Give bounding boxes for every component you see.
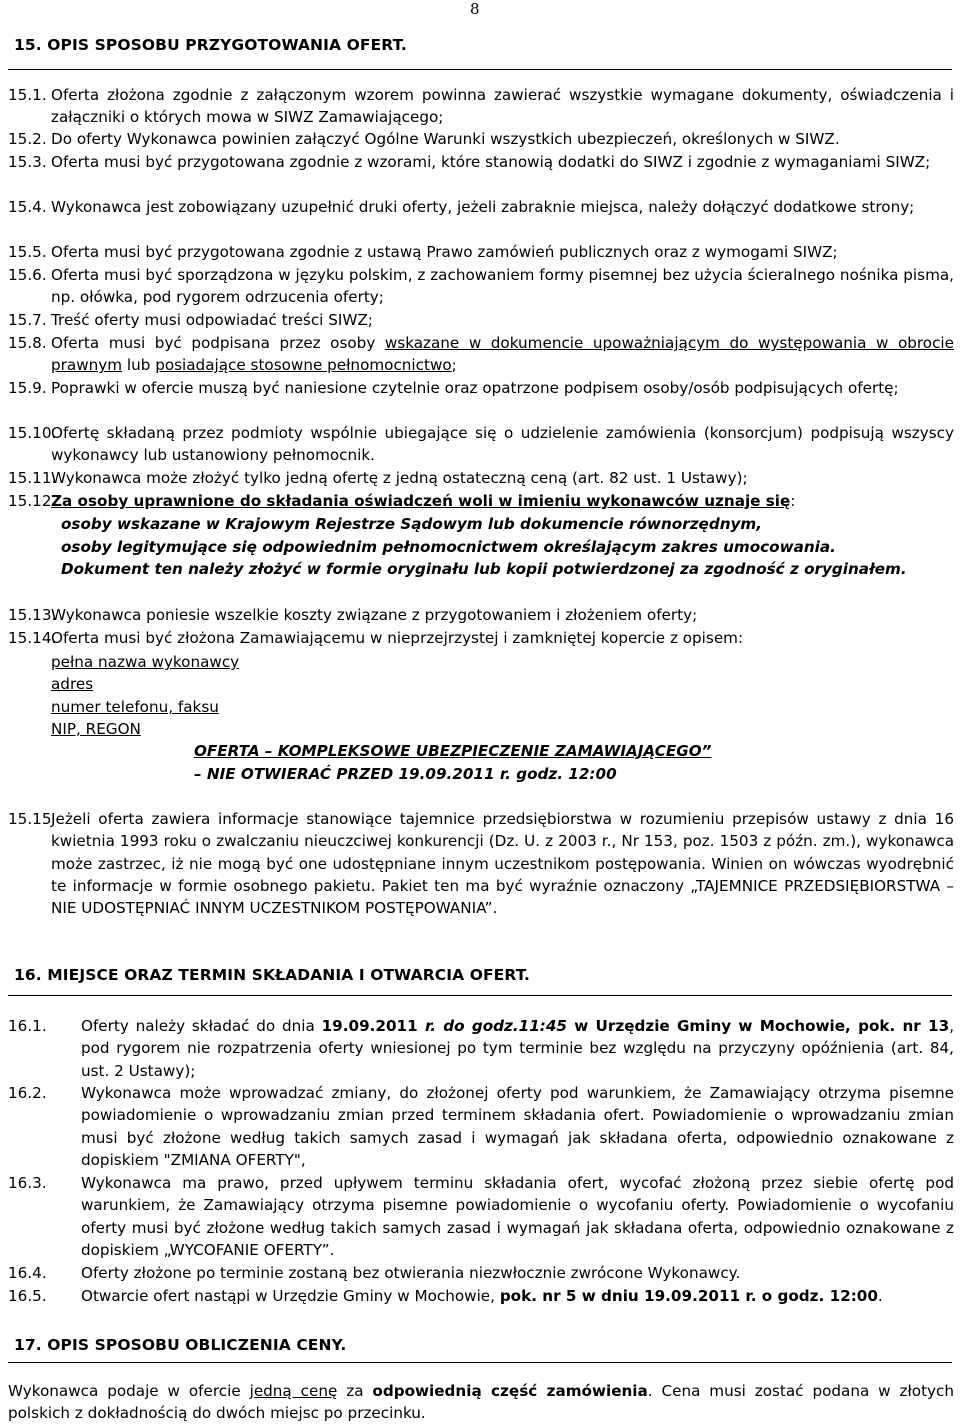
item-text: Oferta złożona zgodnie z załączonym wzorem powinna zawierać wszystkie wymagane dokumenty, oświadczenia i załączniki o których mowa w SIWZ Zamawiającego;: [51, 86, 954, 127]
envelope-field-phone: numer telefonu, faksu: [51, 698, 219, 716]
item-text: Oferty złożone po terminie zostaną bez otwierania niezwłocznie zwrócone Wykonawcy.: [81, 1264, 741, 1282]
item-15-7: [8, 309, 954, 331]
item-text: Wykonawca może złożyć tylko jedną ofertę z jedną ostateczną ceną (art. 82 ust. 1 Ustawy);: [51, 469, 748, 487]
item-15-3: [8, 151, 954, 173]
item-number: 16.2.: [8, 1084, 47, 1102]
item-text: Treść oferty musi odpowiadać treści SIWZ;: [51, 311, 373, 329]
item-text: Jeżeli oferta zawiera informacje stanowiące tajemnice przedsiębiorstwa w rozumieniu przepisów ustawy z dnia 16 kwietnia 1993 roku o zwalczaniu nieuczciwej konkurencji (Dz. U. z 2003 r., Nr 153, poz. 1503 z późn. zm.), wykonawca może zastrzec, iż nie mogą być one udostępniane innym uczestnikom postępowania. Winien on wówczas wyodrębnić te informacje w formie osobnego pakietu. Pakiet ten ma być wyraźnie oznaczony „TAJEMNICE PRZEDSIĘBIORSTWA – NIE UDOSTĘPNIAĆ INNYM UCZESTNIKOM POSTĘPOWANIA”.: [51, 810, 954, 918]
item-text: Oferta musi być sporządzona w języku polskim, z zachowaniem formy pisemnej bez użycia ścieralnego nośnika pisma, np. ołówka, pod rygorem odrzucenia oferty;: [51, 266, 954, 307]
item-number: 15.2.: [8, 130, 47, 148]
item-text: Do oferty Wykonawca powinien załączyć Ogólne Warunki wszystkich ubezpieczeń, określonych w SIWZ.: [51, 130, 840, 148]
item-number: 15.15: [8, 810, 52, 828]
item-number: 15.3.: [8, 153, 47, 171]
item-15-15: [8, 808, 954, 919]
envelope-field-address: adres: [51, 675, 94, 693]
section-15-rule: [8, 69, 952, 70]
item-text: Otwarcie ofert nastąpi w Urzędzie Gminy w Mochowie, pok. nr 5 w dniu 19.09.2011 r. o godz. 12:00.: [81, 1287, 883, 1305]
section-15-heading: 15. OPIS SPOSOBU PRZYGOTOWANIA OFERT.: [14, 36, 407, 54]
authorized-line-3: Dokument ten należy złożyć w formie oryginału lub kopii potwierdzonej za zgodność z oryginałem.: [61, 560, 907, 578]
section-16-heading: 16. MIEJSCE ORAZ TERMIN SKŁADANIA I OTWARCIA OFERT.: [14, 966, 531, 984]
item-15-5: [8, 241, 954, 263]
item-15-1: [8, 84, 954, 129]
item-number: 15.11.: [8, 469, 57, 487]
item-15-11: [8, 467, 954, 489]
item-number: 15.13.: [8, 606, 57, 624]
section-17-text: Wykonawca podaje w ofercie jedną cenę za odpowiednią część zamówienia. Cena musi zostać podana w złotych polskich z dokładnością do dwóch miejsc po przecinku.: [8, 1382, 954, 1423]
item-number: 16.1.: [8, 1017, 47, 1035]
item-number: 15.12.: [8, 492, 57, 510]
item-15-12: [8, 490, 954, 512]
item-15-10: [8, 422, 954, 467]
item-text: Oferta musi być podpisana przez osoby wskazane w dokumencie upoważniającym do występowania w obrocie prawnym lub posiadające stosowne pełnomocnictwo;: [51, 334, 954, 375]
item-text: Oferta musi być przygotowana zgodnie z ustawą Prawo zamówień publicznych oraz z wymogami SIWZ;: [51, 243, 838, 261]
item-number: 16.4.: [8, 1264, 47, 1282]
authorized-line-2: [61, 536, 953, 558]
item-16-3: [8, 1172, 954, 1261]
item-number: 15.9.: [8, 379, 47, 397]
item-number: 16.3.: [8, 1174, 47, 1192]
page-number: 8: [470, 0, 480, 18]
item-15-4: [8, 196, 954, 218]
item-15-9: [8, 377, 954, 399]
item-number: 15.4.: [8, 198, 47, 216]
item-text: Oferty należy składać do dnia 19.09.2011 r. do godz.11:45 w Urzędzie Gminy w Mochowie, pok. nr 13, pod rygorem nie rozpatrzenia oferty wniesionej po tym terminie bez względu na przyczyny opóźnienia (art. 84, ust. 2 Ustawy);: [81, 1017, 955, 1080]
item-text: Oferta musi być złożona Zamawiającemu w nieprzejrzystej i zamkniętej kopercie z opisem:: [51, 629, 744, 647]
item-number: 15.14.: [8, 629, 57, 647]
item-15-13: [8, 604, 954, 626]
item-16-2: [8, 1082, 954, 1171]
authorized-line-1: osoby wskazane w Krajowym Rejestrze Sądowym lub dokumencie równorzędnym,: [61, 515, 763, 533]
envelope-field-nip: NIP, REGON: [51, 720, 141, 738]
item-number: 16.5.: [8, 1287, 47, 1305]
item-text: Wykonawca może wprowadzać zmiany, do złożonej oferty pod warunkiem, że Zamawiający otrzyma pisemne powiadomienie o wprowadzaniu zmian przed terminem składania ofert. Powiadomienie o wprowadzaniu zmian musi być złożone według takich samych zasad i wymagań jak składana oferta, odpowiednio oznakowane z dopiskiem "ZMIANA OFERTY",: [81, 1084, 954, 1169]
item-text: Wykonawca poniesie wszelkie koszty związane z przygotowaniem i złożeniem oferty;: [51, 606, 698, 624]
section-16-rule: [8, 995, 952, 996]
item-text: Oferta musi być przygotowana zgodnie z wzorami, które stanowią dodatki do SIWZ i zgodnie z wymaganiami SIWZ;: [51, 153, 931, 171]
item-15-14: [8, 627, 954, 649]
envelope-label-line-1: OFERTA – KOMPLEKSOWE UBEZPIECZENIE ZAMAWIAJĄCEGO”: [194, 742, 712, 760]
item-text: Wykonawca ma prawo, przed upływem terminu składania ofert, wycofać złożoną przez siebie ofertę pod warunkiem, że Zamawiający otrzyma pisemne powiadomienie o wycofaniu oferty. Powiadomienie o wycofaniu oferty musi być złożone według takich samych zasad i wymagań jak składana oferta, odpowiednio oznakowane z dopiskiem „WYCOFANIE OFERTY”.: [81, 1174, 954, 1259]
item-text: Wykonawca jest zobowiązany uzupełnić druki oferty, jeżeli zabraknie miejsca, należy dołączyć dodatkowe strony;: [51, 198, 915, 216]
authorized-line-2-text: osoby legitymujące się odpowiednim pełnomocnictwem określającym zakres umocowania.: [61, 538, 836, 556]
item-number: 15.5.: [8, 243, 47, 261]
item-text: Poprawki w ofercie muszą być naniesione czytelnie oraz opatrzone podpisem osoby/osób podpisujących ofertę;: [51, 379, 899, 397]
item-text: Ofertę składaną przez podmioty wspólnie ubiegające się o udzielenie zamówienia (konsorcjum) podpisują wszyscy wykonawcy lub ustanowiony pełnomocnik.: [51, 424, 954, 465]
item-heading: Za osoby uprawnione do składania oświadczeń woli w imieniu wykonawców uznaje się:: [51, 492, 796, 510]
item-15-6: [8, 264, 954, 309]
item-number: 15.10.: [8, 424, 57, 442]
item-number: 15.1.: [8, 86, 47, 104]
item-number: 15.7.: [8, 311, 47, 329]
item-number: 15.6.: [8, 266, 47, 284]
item-16-4: [8, 1262, 954, 1284]
envelope-field-name: pełna nazwa wykonawcy: [51, 653, 240, 671]
item-15-8: [8, 332, 954, 377]
item-16-1: [8, 1015, 954, 1082]
item-number: 15.8.: [8, 334, 47, 352]
item-16-5: [8, 1285, 954, 1307]
section-17-rule: [8, 1362, 952, 1363]
envelope-label-line-2: – NIE OTWIERAĆ PRZED 19.09.2011 r. godz. 12:00: [194, 765, 617, 783]
section-17-heading: 17. OPIS SPOSOBU OBLICZENIA CENY.: [14, 1336, 347, 1354]
item-15-2: [8, 128, 954, 150]
